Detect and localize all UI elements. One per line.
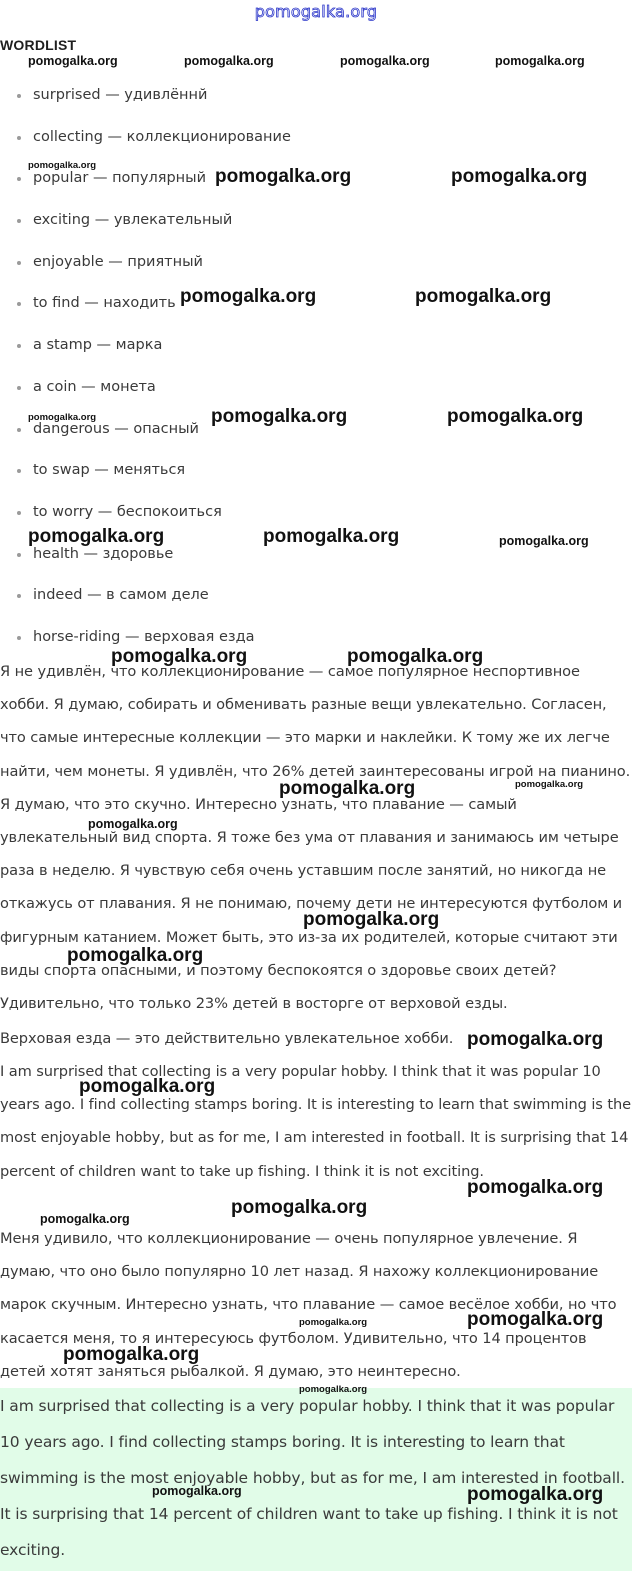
- english-answer-paragraph: I am surprised that collecting is a very popular hobby. I think that it was popular 10 years ago. I find collecting stamps boring. It is interesting to learn that swimming is the most enjoyable hobby, but as for me, I am interested in football. It is surprising that 14 percent of children want to take up fishing. I think it is not exciting.: [0, 1397, 625, 1559]
- watermark: pomogalka.org: [28, 54, 118, 68]
- watermark: pomogalka.org: [263, 526, 400, 547]
- wordlist-item: collecting — коллекционирование: [0, 117, 632, 159]
- watermark: pomogalka.org: [447, 406, 584, 427]
- russian-translation-paragraph: Меня удивило, что коллекционирование — очень популярное увлечение. Я думаю, что оно было популярно 10 лет назад. Я нахожу коллекционирование марок скучным. Интересно узнать, что плавание — самое весёлое хобби, но что касается меня, то я интересуюсь футболом. Удивительно, что 14 процентов детей хотят заняться рыбалкой. Я думаю, это неинтересно.: [0, 1230, 617, 1380]
- site-title: pomogalka.org: [254, 2, 378, 21]
- watermark: pomogalka.org: [111, 646, 248, 667]
- wordlist-heading: WORDLIST: [0, 37, 77, 53]
- watermark: pomogalka.org: [28, 526, 165, 547]
- russian-paragraph-horse-riding: Верховая езда — это действительно увлекательное хобби.: [0, 1030, 454, 1047]
- watermark: pomogalka.org: [467, 1484, 604, 1505]
- watermark: pomogalka.org: [340, 54, 430, 68]
- wordlist-item: surprised — удивлённй: [0, 75, 632, 117]
- wordlist: [0, 75, 632, 659]
- watermark: pomogalka.org: [40, 1212, 130, 1226]
- watermark: pomogalka.org: [467, 1029, 604, 1050]
- watermark: pomogalka.org: [231, 1197, 368, 1218]
- wordlist-item: indeed — в самом деле: [0, 575, 632, 617]
- watermark: pomogalka.org: [180, 286, 317, 307]
- wordlist-item: to worry — беспокоиться: [0, 492, 632, 534]
- watermark: pomogalka.org: [347, 646, 484, 667]
- watermark: pomogalka.org: [215, 166, 352, 187]
- watermark: pomogalka.org: [67, 945, 204, 966]
- russian-paragraph-opinion: Я не удивлён, что коллекционирование — самое популярное неспортивное хобби. Я думаю, собирать и обменивать разные вещи увлекательно. Согласен, что самые интересные коллекции — это марки и наклейки. К тому же их легче найти, чем монеты. Я удивлён, что 26% детей заинтересованы игрой на пианино. Я думаю, что это скучно. Интересно узнать, что плавание — самый увлекательный вид спорта. Я тоже без ума от плавания и занимаюсь им четыре раза в неделю. Я чувствую себя очень уставшим после занятий, но никогда не откажусь от плавания. Я не понимаю, почему дети не интересуются футболом и фигурным катанием. Может быть, это из-за их родителей, которые считают эти виды спорта опасными, и поэтому беспокоятся о здоровье своих детей? Удивительно, что только 23% детей в восторге от верховой езды.: [0, 663, 631, 1013]
- watermark: pomogalka.org: [88, 817, 178, 831]
- watermark: pomogalka.org: [299, 1384, 368, 1395]
- wordlist-item: health — здоровье: [0, 534, 632, 576]
- watermark: pomogalka.org: [467, 1309, 604, 1330]
- english-paragraph: I am surprised that collecting is a very popular hobby. I think that it was popular 10 years ago. I find collecting stamps boring. It is interesting to learn that swimming is the most enjoyable hobby, but as for me, I am interested in football. It is surprising that 14 percent of children want to take up fishing. I think it is not exciting.: [0, 1063, 631, 1180]
- watermark: pomogalka.org: [299, 1317, 368, 1328]
- wordlist-item: horse-riding — верховая езда: [0, 617, 632, 659]
- watermark: pomogalka.org: [451, 166, 588, 187]
- watermark: pomogalka.org: [415, 286, 552, 307]
- watermark: pomogalka.org: [63, 1344, 200, 1365]
- watermark: pomogalka.org: [495, 54, 585, 68]
- watermark: pomogalka.org: [467, 1177, 604, 1198]
- wordlist-item: enjoyable — приятный: [0, 242, 632, 284]
- wordlist-item: to swap — меняться: [0, 450, 632, 492]
- wordlist-item: dangerous — опасный: [0, 409, 632, 451]
- watermark: pomogalka.org: [152, 1484, 242, 1498]
- watermark: pomogalka.org: [211, 406, 348, 427]
- watermark: pomogalka.org: [28, 160, 97, 171]
- wordlist-item: a coin — монета: [0, 367, 632, 409]
- watermark: pomogalka.org: [28, 412, 97, 423]
- watermark: pomogalka.org: [499, 534, 589, 548]
- watermark: pomogalka.org: [279, 778, 416, 799]
- wordlist-item: a stamp — марка: [0, 325, 632, 367]
- wordlist-item: exciting — увлекательный: [0, 200, 632, 242]
- watermark: pomogalka.org: [515, 779, 584, 790]
- wordlist-item: to find — находить: [0, 283, 632, 325]
- watermark: pomogalka.org: [184, 54, 274, 68]
- watermark: pomogalka.org: [79, 1076, 216, 1097]
- watermark: pomogalka.org: [303, 909, 440, 930]
- wordlist-item: popular — популярный: [0, 158, 632, 200]
